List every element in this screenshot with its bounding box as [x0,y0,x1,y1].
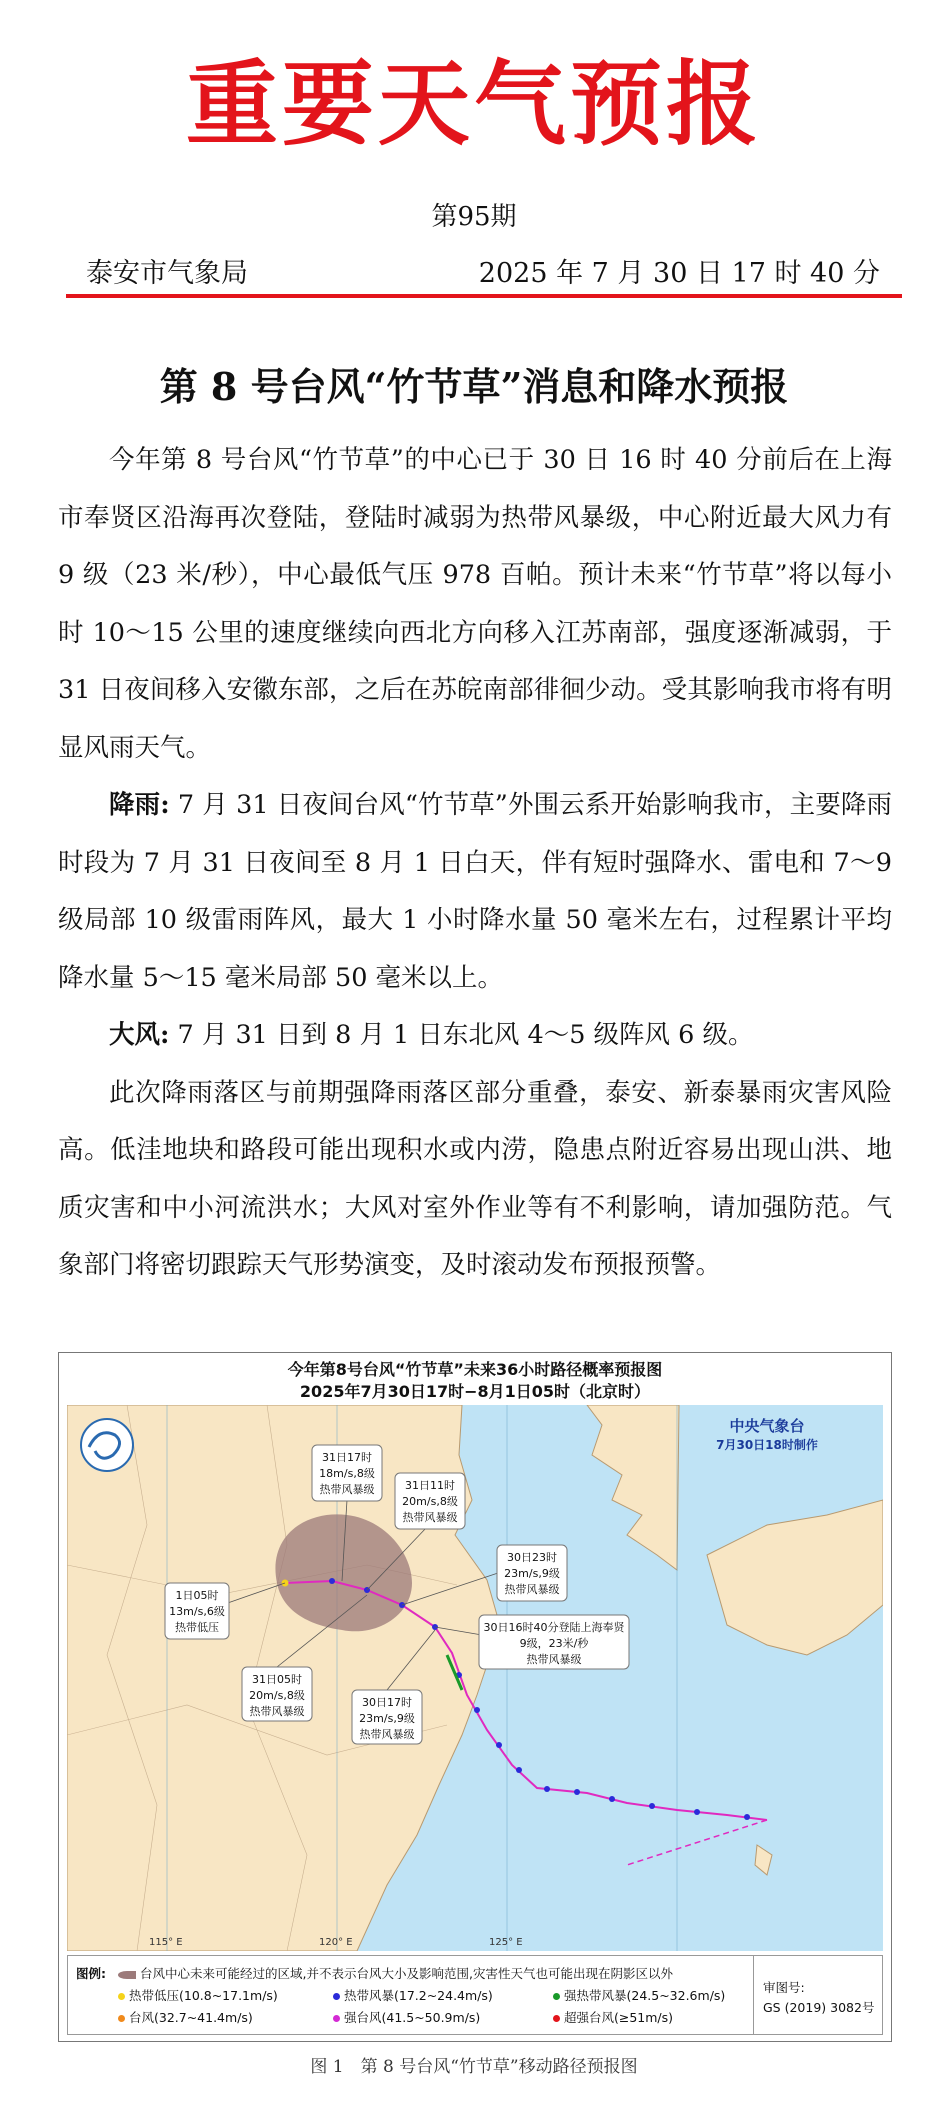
report-body [58,432,892,1295]
lbl-3105-wind: 20m/s,8级 [249,1689,305,1702]
wind-text: 7 月 31 日到 8 月 1 日东北风 4～5 级阵风 6 级。 [169,1020,754,1050]
cone-swatch-icon [118,1971,136,1979]
legend-divider [753,1956,754,2034]
rain-label: 降雨: [109,790,170,820]
map-made-time: 7月30日18时制作 [716,1438,818,1452]
map-agency: 中央气象台 [729,1417,805,1435]
legend-sts-text: 强热带风暴(24.5~32.6m/s) [564,1988,726,2003]
figure-caption: 图 1 第 8 号台风“竹节草”移动路径预报图 [310,2057,638,2077]
typhoon-track-map [58,1352,892,2042]
lon-120: 120° E [319,1937,353,1948]
lbl-landfall-time: 30日16时40分登陆上海奉贤 [483,1621,625,1634]
review-number: GS (2019) 3082号 [763,2000,875,2015]
lbl-3105-grade: 热带风暴级 [249,1705,305,1718]
legend-ty [118,2008,253,2026]
lbl-0105-time: 1日05时 [175,1589,219,1602]
lbl-3017-wind: 23m/s,9级 [359,1712,415,1725]
legend-ts [333,1986,493,2004]
lbl-3111-time: 31日11时 [405,1479,455,1492]
lbl-3117-time: 31日17时 [322,1451,372,1464]
lbl-0105-grade: 热带低压 [175,1621,219,1634]
issue-number: 第95期 [431,202,517,232]
lbl-3105-time: 31日05时 [252,1673,302,1686]
red-divider [66,294,902,298]
lbl-3111-wind: 20m/s,8级 [402,1495,458,1508]
lbl-3117-wind: 18m/s,8级 [319,1467,375,1480]
legend-ts-text: 热带风暴(17.2~24.4m/s) [344,1988,493,2003]
paragraph-risk: 此次降雨落区与前期强降雨落区部分重叠，泰安、新泰暴雨灾害风险高。低洼地块和路段可能出现积水或内涝，隐患点附近容易出现山洪、地质灾害和中小河流洪水；大风对室外作业等有不利影响，请加强防范。气象部门将密切跟踪天气形势演变，及时滚动发布预报预警。 [58,1077,892,1280]
paragraph-summary: 今年第 8 号台风“竹节草”的中心已于 30 日 16 时 40 分前后在上海市奉贤区沿海再次登陆，登陆时减弱为热带风暴级，中心附近最大风力有 9 级（23 米/秒），中心最低气压 978 百帕。预计未来“竹节草”将以每小时 10～15 公里的速度继续向西北方向移入江苏南部，强度逐渐减弱，于 31 日夜间移入安徽东部，之后在苏皖南部徘徊少动。受其影响我市将有明显风雨天气。 [58,445,892,763]
rain-text: 7 月 31 日夜间台风“竹节草”外围云系开始影响我市，主要降雨时段为 7 月 31 日夜间至 8 月 1 日白天，伴有短时强降水、雷电和 7～9 级局部 10 级雷雨阵风，最大 1 小时降水量 50 毫米左右，过程累计平均降水量 5～15 毫米局部 50 毫米以上。 [58,790,892,993]
legend-supty-text: 超强台风(≥51m/s) [564,2010,674,2025]
review-label: 审图号: [763,1980,805,1995]
ty-dot-icon [118,2015,125,2022]
legend-head: 图例: [76,1966,106,1981]
lbl-3023-time: 30日23时 [507,1551,557,1564]
legend-cone [118,1964,673,1982]
map-title-line2: 2025年7月30日17时−8月1日05时（北京时） [299,1382,651,1401]
lbl-3117-grade: 热带风暴级 [319,1483,375,1496]
wind-label: 大风: [109,1020,170,1050]
td-dot-icon [118,1993,125,2000]
legend-sty-text: 强台风(41.5~50.9m/s) [344,2010,481,2025]
issuing-agency: 泰安市气象局 [86,258,248,289]
sty-dot-icon [333,2015,340,2022]
lbl-landfall-wind: 9级，23米/秒 [519,1637,589,1650]
legend-td [118,1986,278,2004]
issue-date: 2025 年 7 月 30 日 17 时 40 分 [478,258,880,289]
map-title-line1: 今年第8号台风“竹节草”未来36小时路径概率预报图 [287,1360,663,1379]
legend-td-text: 热带低压(10.8~17.1m/s) [129,1988,278,2003]
lbl-3023-wind: 23m/s,9级 [504,1567,560,1580]
legend-supty [553,2008,673,2026]
map-title [59,1359,891,1403]
masthead: 重要天气预报 [185,50,762,158]
lbl-3017-time: 30日17时 [362,1696,412,1709]
ts-dot-icon [333,1993,340,2000]
paragraph-rain [58,777,892,1007]
paragraph-wind [58,1007,892,1065]
legend-sty [333,2008,480,2026]
lbl-0105-wind: 13m/s,6级 [169,1605,225,1618]
report-title: 第 8 号台风“竹节草”消息和降水预报 [159,364,789,409]
lon-115: 115° E [149,1937,183,1948]
map-canvas [67,1405,883,1951]
legend-sts [553,1986,725,2004]
legend-cone-text: 台风中心未来可能经过的区域,并不表示台风大小及影响范围,灾害性天气也可能出现在阴影区以外 [140,1966,673,1981]
lbl-landfall-grade: 热带风暴级 [526,1653,582,1666]
sts-dot-icon [553,1993,560,2000]
legend-ty-text: 台风(32.7~41.4m/s) [129,2010,253,2025]
lbl-3023-grade: 热带风暴级 [504,1583,560,1596]
lbl-3017-grade: 热带风暴级 [359,1728,415,1741]
supty-dot-icon [553,2015,560,2022]
lbl-3111-grade: 热带风暴级 [402,1511,458,1524]
lon-125: 125° E [489,1937,523,1948]
map-legend [67,1955,883,2035]
